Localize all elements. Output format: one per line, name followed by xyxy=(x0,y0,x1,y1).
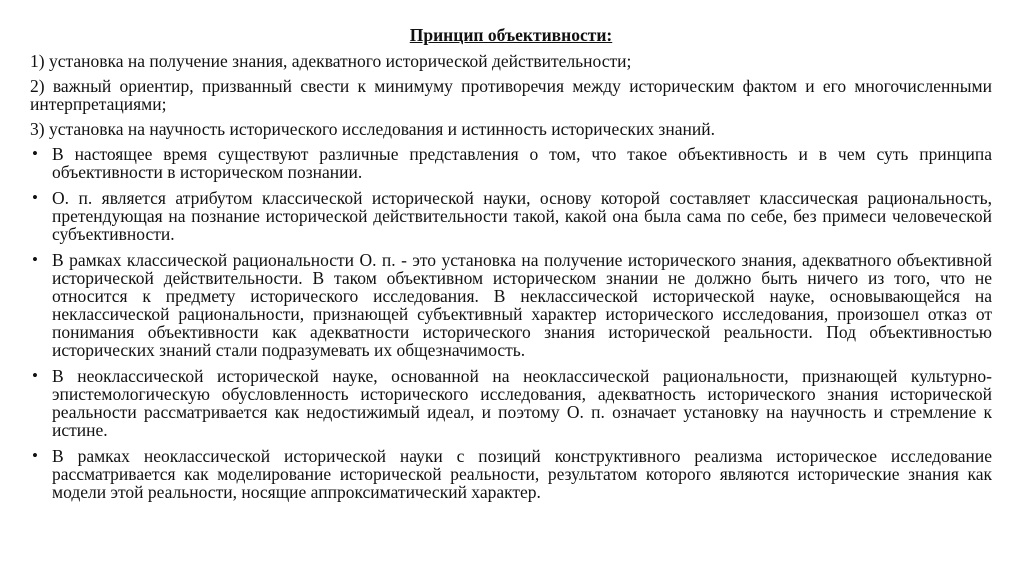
bullet-item-4 xyxy=(30,367,992,439)
bullet-text: В настоящее время существуют различные представления о том, что такое объективность и в чем суть принципа объективности в историческом познании. xyxy=(52,144,992,182)
bullet-marker: • xyxy=(32,250,38,269)
bullet-item-2 xyxy=(30,189,992,243)
principle-point-2: 2) важный ориентир, призванный свести к минимуму противоречия между историческим фактом и его многочисленными интерпретациями; xyxy=(30,76,992,114)
bullet-marker: • xyxy=(32,446,38,465)
bullet-item-3 xyxy=(30,251,992,359)
principle-point-3: 3) установка на научность исторического исследования и истинность исторических знаний. xyxy=(30,119,715,139)
bullet-item-1 xyxy=(30,145,992,181)
bullet-text: О. п. является атрибутом классической исторической науки, основу которой составляет классическая рациональность, претендующая на познание исторической действительности такой, какой она была сама по себе, без примеси человеческой субъективности. xyxy=(52,188,992,244)
bullet-marker: • xyxy=(32,366,38,385)
bullet-item-5 xyxy=(30,447,992,501)
bullet-list xyxy=(30,145,992,501)
bullet-text: В неоклассической исторической науке, основанной на неоклассической рациональности, признающей культурно-эпистемологическую обусловленность исторического исследования, адекватность исторического знания исторической реальности рассматривается как недостижимый идеал, и поэтому О. п. означает установку на научность и стремление к истине. xyxy=(52,366,992,440)
bullet-marker: • xyxy=(32,188,38,207)
bullet-text: В рамках неоклассической исторической науки с позиций конструктивного реализма историческое исследование рассматривается как моделирование исторической реальности, результатом которого являются исторические знания как модели этой реальности, носящие аппроксиматический характер. xyxy=(52,446,992,502)
bullet-marker: • xyxy=(32,144,38,163)
bullet-text: В рамках классической рациональности О. п. - это установка на получение исторического знания, адекватного объективной исторической действительности. В таком объективном историческом знании не должно быть ничего из того, что не относится к предмету исторического исследования. В неклассической исторической науке, основывающейся на неклассической рациональности, признающей субъективный характер исторического исследования, произошел отказ от понимания объективности как адекватности исторического знания исторической реальности. Под объективностью исторических знаний стали подразумевать их общезначимость. xyxy=(52,250,992,360)
slide-title: Принцип объективности: xyxy=(409,25,613,45)
principle-point-1: 1) установка на получение знания, адекватного исторической действительности; xyxy=(30,51,632,71)
